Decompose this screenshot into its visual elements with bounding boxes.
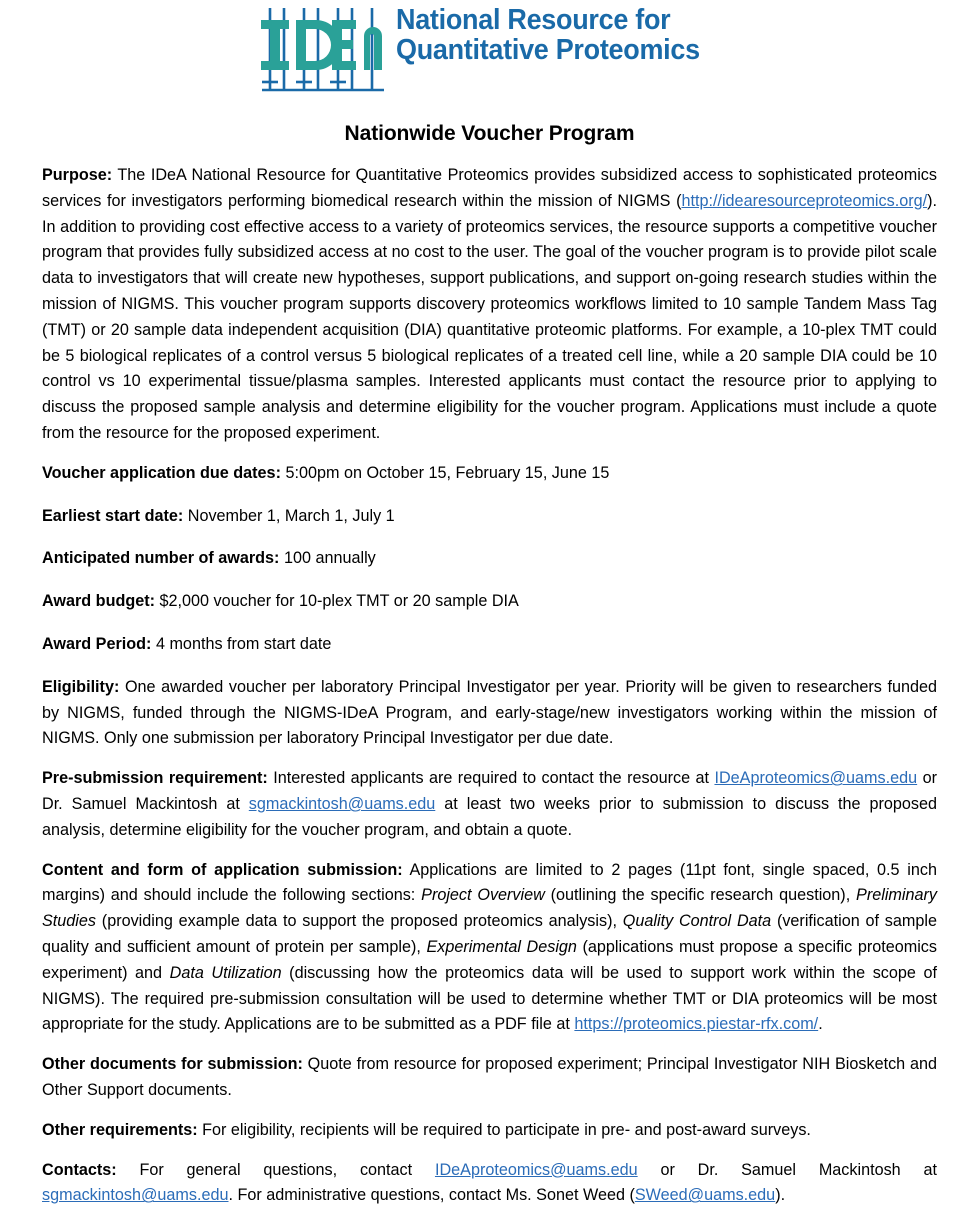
- presubmission-text-1: Interested applicants are required to contact the resource at: [268, 769, 715, 787]
- content-form-text-6: (discussing how the proteomics data will be used to support work within the scope of NIGMS). The required pre-submission consultation will be used to determine whether TMT or DIA proteomics will be most appropriate for the study. Applications are to be submitted as a PDF file at: [42, 964, 937, 1034]
- contacts-email-link-general[interactable]: IDeAproteomics@uams.edu: [435, 1161, 638, 1179]
- other-requirements-text: For eligibility, recipients will be required to participate in pre- and post-award surveys.: [198, 1121, 811, 1139]
- contacts-label: Contacts:: [42, 1161, 117, 1179]
- other-documents-label: Other documents for submission:: [42, 1055, 303, 1073]
- presubmission-email-link-primary[interactable]: IDeAproteomics@uams.edu: [714, 769, 917, 787]
- logo-inner: [256, 2, 723, 94]
- purpose-label: Purpose:: [42, 166, 112, 184]
- contacts-text-2: or Dr. Samuel Mackintosh at: [638, 1161, 937, 1179]
- number-of-awards-field: [42, 546, 937, 572]
- logo-wordmark: [396, 2, 700, 66]
- number-of-awards-value: 100 annually: [279, 549, 375, 567]
- page-title: Nationwide Voucher Program: [42, 122, 937, 146]
- earliest-start-date-value: November 1, March 1, July 1: [183, 507, 394, 525]
- document-body: [42, 163, 937, 1209]
- earliest-start-date-label: Earliest start date:: [42, 507, 183, 525]
- other-documents-text: Quote from resource for proposed experiment; Principal Investigator NIH Biosketch and Other Support documents.: [42, 1055, 937, 1099]
- resource-website-link[interactable]: http://idearesourceproteomics.org/: [681, 192, 927, 210]
- organization-logo: [42, 0, 937, 110]
- award-period-value: 4 months from start date: [151, 635, 331, 653]
- section-preliminary-studies: Preliminary Studies: [42, 886, 937, 930]
- earliest-start-date-field: [42, 504, 937, 530]
- content-form-text-7: .: [818, 1015, 823, 1033]
- award-budget-value: $2,000 voucher for 10-plex TMT or 20 sample DIA: [155, 592, 519, 610]
- content-and-form-paragraph: [42, 858, 937, 1039]
- presubmission-text-3: at least two weeks prior to submission to discuss the proposed analysis, determine eligibility for the voucher program, and obtain a quote.: [42, 795, 937, 839]
- content-form-text-3: (providing example data to support the proposed proteomics analysis),: [96, 912, 623, 930]
- content-and-form-label: Content and form of application submission:: [42, 861, 403, 879]
- eligibility-label: Eligibility:: [42, 678, 119, 696]
- due-dates-field: [42, 461, 937, 487]
- other-requirements-paragraph: [42, 1118, 937, 1144]
- section-data-utilization: Data Utilization: [170, 964, 282, 982]
- logo-wordmark-line1: National Resource for: [396, 4, 670, 36]
- contacts-text-3: . For administrative questions, contact Ms. Sonet Weed (: [229, 1186, 635, 1204]
- contacts-paragraph: [42, 1158, 937, 1209]
- presubmission-paragraph: [42, 766, 937, 843]
- presubmission-label: Pre-submission requirement:: [42, 769, 268, 787]
- content-form-text-2: (outlining the specific research question),: [545, 886, 856, 904]
- section-quality-control-data: Quality Control Data: [623, 912, 771, 930]
- due-dates-label: Voucher application due dates:: [42, 464, 281, 482]
- other-requirements-label: Other requirements:: [42, 1121, 198, 1139]
- application-portal-link[interactable]: https://proteomics.piestar-rfx.com/: [574, 1015, 818, 1033]
- eligibility-paragraph: [42, 675, 937, 752]
- section-project-overview: Project Overview: [421, 886, 545, 904]
- presubmission-text-2: or Dr. Samuel Mackintosh at: [42, 769, 937, 813]
- idea-chromatogram-logo-icon: [256, 2, 386, 94]
- due-dates-value: 5:00pm on October 15, February 15, June 15: [281, 464, 609, 482]
- award-period-label: Award Period:: [42, 635, 151, 653]
- content-form-text-4: (verification of sample quality and sufficient amount of protein per sample),: [42, 912, 937, 956]
- award-period-field: [42, 632, 937, 658]
- number-of-awards-label: Anticipated number of awards:: [42, 549, 279, 567]
- contacts-text-4: ).: [775, 1186, 785, 1204]
- eligibility-text: One awarded voucher per laboratory Principal Investigator per year. Priority will be given to researchers funded by NIGMS, funded through the NIGMS-IDeA Program, and early-stage/new investigators working within the mission of NIGMS. Only one submission per laboratory Principal Investigator per due date.: [42, 678, 937, 748]
- purpose-text-2: ). In addition to providing cost effective access to a variety of proteomics services, the resource supports a competitive voucher program that provides fully subsidized access at no cost to the user. The goal of the voucher program is to provide pilot scale data to investigators that will create new hypotheses, support publications, and support on-going research studies within the mission of NIGMS. This voucher program supports discovery proteomics workflows limited to 10 sample Tandem Mass Tag (TMT) or 20 sample data independent acquisition (DIA) quantitative proteomic platforms. For example, a 10-plex TMT could be 5 biological replicates of a control versus 5 biological replicates of a treated cell line, while a 20 sample DIA could be 10 control vs 10 experimental tissue/plasma samples. Interested applicants must contact the resource prior to applying to discuss the proposed sample analysis and determine eligibility for the voucher program. Applications must include a quote from the resource for the proposed experiment.: [42, 192, 937, 442]
- other-documents-paragraph: [42, 1052, 937, 1104]
- award-budget-field: [42, 589, 937, 615]
- award-budget-label: Award budget:: [42, 592, 155, 610]
- purpose-text-1: The IDeA National Resource for Quantitative Proteomics provides subsidized access to sophisticated proteomics services for investigators performing biomedical research within the mission of NIGMS (: [42, 166, 937, 210]
- content-form-text-1: Applications are limited to 2 pages (11pt font, single spaced, 0.5 inch margins) and should include the following sections:: [42, 861, 937, 905]
- content-form-text-5: (applications must propose a specific proteomics experiment) and: [42, 938, 937, 982]
- contacts-email-link-mackintosh[interactable]: sgmackintosh@uams.edu: [42, 1186, 229, 1204]
- contacts-email-link-weed[interactable]: SWeed@uams.edu: [635, 1186, 775, 1204]
- purpose-paragraph: [42, 163, 937, 447]
- presubmission-email-link-mackintosh[interactable]: sgmackintosh@uams.edu: [249, 795, 436, 813]
- section-experimental-design: Experimental Design: [426, 938, 576, 956]
- contacts-text-1: For general questions, contact: [117, 1161, 435, 1179]
- logo-wordmark-line2: Quantitative Proteomics: [396, 36, 700, 66]
